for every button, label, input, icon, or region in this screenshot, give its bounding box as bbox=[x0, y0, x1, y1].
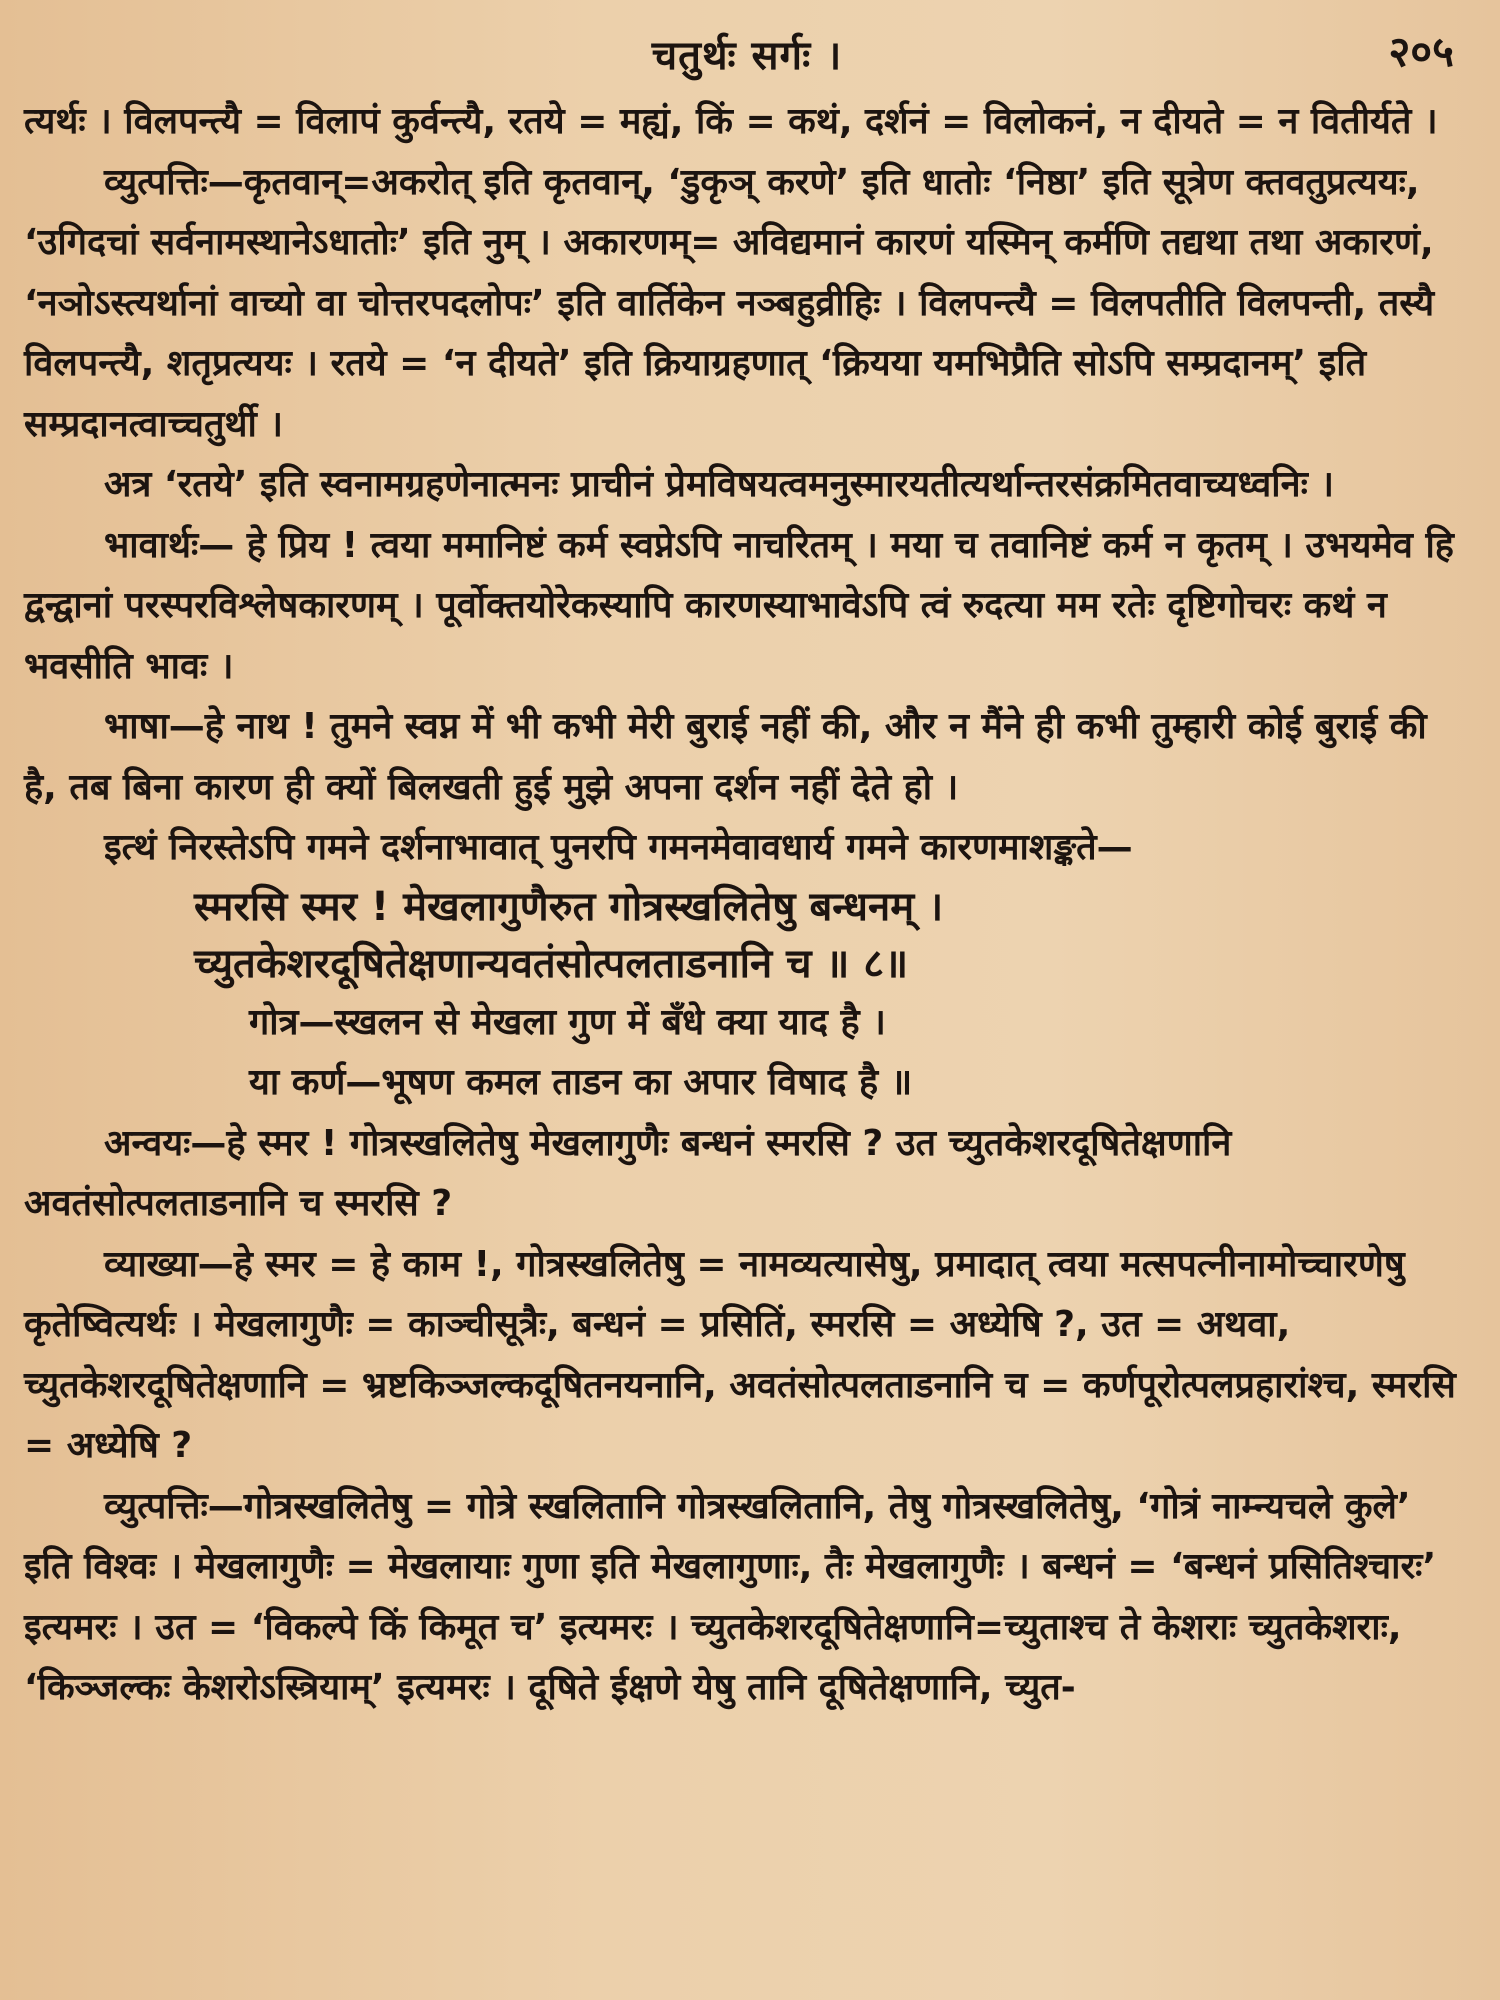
verse-line-1: स्मरसि स्मर ! मेखलागुणैरुत गोत्रस्खलितेषु बन्धनम् । bbox=[194, 883, 944, 930]
paragraph-hindi: भाषा—हे नाथ ! तुमने स्वप्न में भी कभी मेरी बुराई नहीं की, और न मैंने ही कभी तुम्हारी कोई बुराई की है, तब बिना कारण ही क्यों बिलखती हुई मुझे अपना दर्शन नहीं देते हो । bbox=[24, 706, 1427, 808]
paragraph-introduction: इत्थं निरस्तेऽपि गमने दर्शनाभावात् पुनरपि गमनमेवावधार्य गमने कारणमाशङ्कते— bbox=[104, 827, 1133, 868]
translation-line-2: या कर्ण—भूषण कमल ताडन का अपार विषाद है ॥ bbox=[249, 1062, 913, 1103]
paragraph-meaning-end: त्यर्थः । विलपन्त्यै = विलापं कुर्वन्त्यै, रतये = मह्यं, किं = कथं, दर्शनं = विलोकनं, न दीयते = न वितीर्यते । bbox=[24, 101, 1438, 142]
paragraph-anvaya: अन्वयः—हे स्मर ! गोत्रस्खलितेषु मेखलागुणैः बन्धनं स्मरसि ? उत च्युतकेशरदूषितेक्षणानि अवतंसोत्पलताडनानि च स्मरसि ? bbox=[24, 1122, 1232, 1224]
paragraph-etymology: व्युत्पत्तिः—कृतवान्=अकरोत् इति कृतवान्, ‘डुकृञ् करणे’ इति धातोः ‘निष्ठा’ इति सूत्रेण क्तवतुप्रत्ययः, ‘उगिदचां सर्वनामस्थानेऽधातोः’ इति नुम् । अकारणम्= अविद्यमानं कारणं यस्मिन् कर्मणि तद्यथा तथा अकारणं, ‘नञोऽस्त्यर्थानां वाच्यो वा चोत्तरपदलोपः’ इति वार्तिकेन नञ्बहुव्रीहिः । विलपन्त्यै = विलपतीति विलपन्ती, तस्यै विलपन्त्यै, शतृप्रत्ययः । रतये = ‘न दीयते’ इति क्रियाग्रहणात् ‘क्रियया यमभिप्रैति सोऽपि सम्प्रदानम्’ इति सम्प्रदानत्वाच्चतुर्थी । bbox=[24, 161, 1435, 445]
running-head: चतुर्थः सर्गः । bbox=[651, 33, 843, 79]
page-number: २०५ bbox=[1388, 27, 1454, 76]
paragraph-vyakhya: व्याख्या—हे स्मर = हे काम !, गोत्रस्खलितेषु = नामव्यत्यासेषु, प्रमादात् त्वया मत्सपत्नीनामोच्चारणेषु कृतेष्वित्यर्थः । मेखलागुणैः = काञ्चीसूत्रैः, बन्धनं = प्रसितिं, स्मरसि = अध्येषि ?, उत = अथवा, च्युतकेशरदूषितेक्षणानि = भ्रष्टकिञ्जल्कदूषितनयनानि, अवतंसोत्पलताडनानि च = कर्णपूरोत्पलप्रहारांश्च, स्मरसि = अध्येषि ? bbox=[24, 1243, 1456, 1466]
page-header bbox=[24, 22, 1470, 92]
paragraph-purport: भावार्थः— हे प्रिय ! त्वया ममानिष्टं कर्म स्वप्नेऽपि नाचरितम् । मया च तवानिष्टं कर्म न कृतम् । उभयमेव हि द्वन्द्वानां परस्परविश्लेषकारणम् । पूर्वोक्तयोरेकस्यापि कारणस्याभावेऽपि त्वं रुदत्या मम रतेः दृष्टिगोचरः कथं न भवसीति भावः । bbox=[24, 524, 1454, 687]
paragraph-suggestion: अत्र ‘रतये’ इति स्वनामग्रहणेनात्मनः प्राचीनं प्रेमविषयत्वमनुस्मारयतीत्यर्थान्तरसंक्रमितवाच्यध्वनिः । bbox=[104, 464, 1335, 505]
paragraph-vyutpatti: व्युत्पत्तिः—गोत्रस्खलितेषु = गोत्रे स्खलितानि गोत्रस्खलितानि, तेषु गोत्रस्खलितेषु, ‘गोत्रं नाम्न्यचले कुले’ इति विश्वः । मेखलागुणैः = मेखलायाः गुणा इति मेखलागुणाः, तैः मेखलागुणैः । बन्धनं = ‘बन्धनं प्रसितिश्चारः’ इत्यमरः । उत = ‘विकल्पे किं किमूत च’ इत्यमरः । च्युतकेशरदूषितेक्षणानि=च्युताश्च ते केशराः च्युतकेशराः, ‘किञ्जल्कः केशरोऽस्त्रियाम्’ इत्यमरः । दूषिते ईक्षणे येषु तानि दूषितेक्षणानि, च्युत- bbox=[24, 1485, 1437, 1708]
translation-line-1: गोत्र—स्खलन से मेखला गुण में बँधे क्या याद है । bbox=[249, 1001, 886, 1043]
verse-line-2: च्युतकेशरदूषितेक्षणान्यवतंसोत्पलताडनानि च ॥ ८॥ bbox=[194, 940, 909, 987]
